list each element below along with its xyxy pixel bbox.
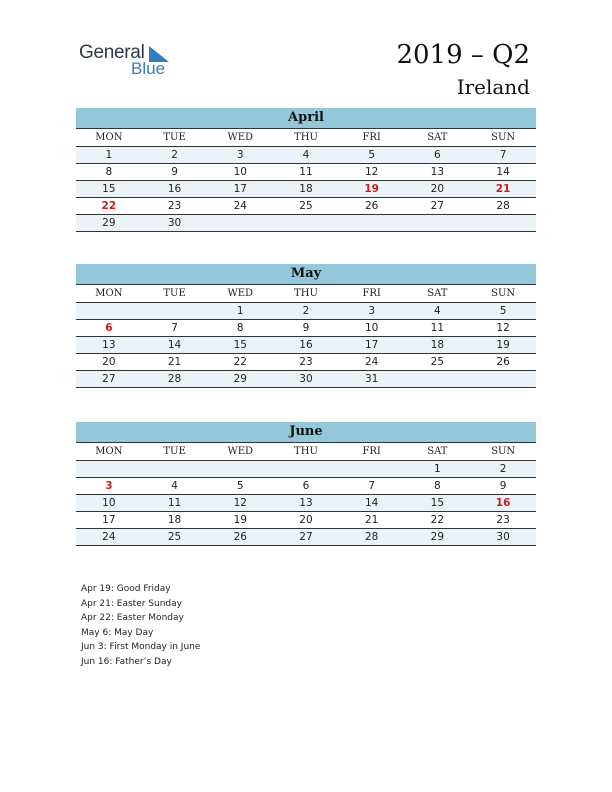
day-cell: 3: [339, 303, 405, 320]
day-cell: [470, 371, 536, 388]
day-cell: 1: [76, 147, 142, 164]
week-row: [76, 215, 536, 232]
day-cell: 27: [405, 198, 471, 215]
weekday-header: SUN: [470, 443, 536, 461]
day-cell: 19: [339, 181, 405, 198]
day-cell: 3: [207, 147, 273, 164]
holiday-item: Jun 16: Father’s Day: [81, 656, 172, 667]
weekday-header: WED: [207, 443, 273, 461]
weekday-header: THU: [273, 285, 339, 303]
day-cell: 8: [405, 478, 471, 495]
day-cell: 13: [76, 337, 142, 354]
day-cell: 12: [207, 495, 273, 512]
weekday-header: MON: [76, 285, 142, 303]
week-row: [76, 371, 536, 388]
holiday-list: [81, 582, 200, 669]
day-cell: 9: [470, 478, 536, 495]
day-cell: 5: [339, 147, 405, 164]
day-cell: 17: [76, 512, 142, 529]
day-cell: 23: [142, 198, 208, 215]
day-cell: 4: [273, 147, 339, 164]
day-cell: 9: [273, 320, 339, 337]
day-cell: [273, 461, 339, 478]
day-cell: 17: [207, 181, 273, 198]
day-cell: 25: [273, 198, 339, 215]
weekday-header: SAT: [405, 285, 471, 303]
day-cell: 27: [76, 371, 142, 388]
day-cell: 22: [207, 354, 273, 371]
week-row: [76, 303, 536, 320]
day-cell: 25: [405, 354, 471, 371]
day-cell: [207, 461, 273, 478]
weekday-header: SAT: [405, 443, 471, 461]
day-cell: 24: [207, 198, 273, 215]
month-header: June: [76, 422, 536, 443]
day-cell: 2: [470, 461, 536, 478]
day-cell: 13: [273, 495, 339, 512]
day-cell: [76, 461, 142, 478]
week-row: [76, 147, 536, 164]
weekday-header: THU: [273, 129, 339, 147]
day-cell: 6: [273, 478, 339, 495]
day-cell: 19: [470, 337, 536, 354]
day-cell: 20: [76, 354, 142, 371]
day-cell: [339, 461, 405, 478]
day-cell: 14: [470, 164, 536, 181]
day-cell: 5: [207, 478, 273, 495]
day-cell: 29: [405, 529, 471, 546]
day-cell: 15: [207, 337, 273, 354]
weekday-header: WED: [207, 129, 273, 147]
day-cell: 27: [273, 529, 339, 546]
day-cell: 10: [207, 164, 273, 181]
day-cell: 20: [273, 512, 339, 529]
day-cell: [273, 215, 339, 232]
day-cell: 28: [142, 371, 208, 388]
day-cell: 18: [273, 181, 339, 198]
day-cell: 17: [339, 337, 405, 354]
day-cell: 7: [339, 478, 405, 495]
logo-general-text: General: [79, 42, 145, 63]
month-grid: [76, 129, 536, 232]
day-cell: 20: [405, 181, 471, 198]
week-row: [76, 478, 536, 495]
weekday-header: TUE: [142, 285, 208, 303]
country-name: Ireland: [456, 75, 530, 99]
day-cell: 10: [339, 320, 405, 337]
day-cell: 21: [142, 354, 208, 371]
week-row: [76, 461, 536, 478]
weekday-header: SUN: [470, 285, 536, 303]
day-cell: 12: [339, 164, 405, 181]
day-cell: [339, 215, 405, 232]
weekday-header: FRI: [339, 443, 405, 461]
day-cell: 1: [207, 303, 273, 320]
day-cell: 21: [470, 181, 536, 198]
page-title: 2019 – Q2: [396, 40, 530, 70]
weekday-header: SAT: [405, 129, 471, 147]
week-row: [76, 181, 536, 198]
day-cell: 18: [405, 337, 471, 354]
weekday-header: MON: [76, 443, 142, 461]
day-cell: 14: [339, 495, 405, 512]
day-cell: 24: [339, 354, 405, 371]
week-row: [76, 529, 536, 546]
day-cell: 25: [142, 529, 208, 546]
day-cell: 11: [405, 320, 471, 337]
month-header: April: [76, 108, 536, 129]
day-cell: 19: [207, 512, 273, 529]
month-grid: [76, 285, 536, 388]
day-cell: 14: [142, 337, 208, 354]
day-cell: [405, 371, 471, 388]
day-cell: [405, 215, 471, 232]
day-cell: 30: [273, 371, 339, 388]
day-cell: 21: [339, 512, 405, 529]
day-cell: 23: [273, 354, 339, 371]
day-cell: 7: [142, 320, 208, 337]
holiday-item: Jun 3: First Monday in June: [81, 642, 201, 652]
logo: [79, 42, 166, 78]
day-cell: 30: [142, 215, 208, 232]
day-cell: 7: [470, 147, 536, 164]
day-cell: [207, 215, 273, 232]
day-cell: [470, 215, 536, 232]
week-row: [76, 198, 536, 215]
day-cell: 15: [405, 495, 471, 512]
weekday-header: TUE: [142, 129, 208, 147]
weekday-header: TUE: [142, 443, 208, 461]
day-cell: 28: [339, 529, 405, 546]
day-cell: [142, 303, 208, 320]
holiday-item: Apr 22: Easter Monday: [81, 613, 184, 623]
day-cell: 6: [76, 320, 142, 337]
day-cell: 10: [76, 495, 142, 512]
holiday-item: Apr 21: Easter Sunday: [81, 598, 182, 609]
week-row: [76, 337, 536, 354]
day-cell: 3: [76, 478, 142, 495]
day-cell: 13: [405, 164, 471, 181]
weekday-header: WED: [207, 285, 273, 303]
week-row: [76, 164, 536, 181]
month-header: May: [76, 264, 536, 285]
day-cell: 5: [470, 303, 536, 320]
day-cell: 2: [142, 147, 208, 164]
day-cell: 8: [207, 320, 273, 337]
day-cell: 16: [273, 337, 339, 354]
day-cell: 24: [76, 529, 142, 546]
week-row: [76, 320, 536, 337]
day-cell: 4: [405, 303, 471, 320]
week-row: [76, 354, 536, 371]
day-cell: 8: [76, 164, 142, 181]
month-grid: [76, 443, 536, 546]
day-cell: [76, 303, 142, 320]
day-cell: 9: [142, 164, 208, 181]
day-cell: 16: [142, 181, 208, 198]
day-cell: 23: [470, 512, 536, 529]
day-cell: 29: [207, 371, 273, 388]
day-cell: 22: [405, 512, 471, 529]
weekday-header: FRI: [339, 285, 405, 303]
weekday-header: THU: [273, 443, 339, 461]
holiday-item: May 6: May Day: [81, 627, 154, 638]
weekday-header: SUN: [470, 129, 536, 147]
day-cell: 6: [405, 147, 471, 164]
month-may: [76, 264, 536, 388]
day-cell: 15: [76, 181, 142, 198]
day-cell: 11: [273, 164, 339, 181]
week-row: [76, 512, 536, 529]
day-cell: 30: [470, 529, 536, 546]
month-april: [76, 108, 536, 232]
weekday-header: MON: [76, 129, 142, 147]
day-cell: 26: [470, 354, 536, 371]
day-cell: 22: [76, 198, 142, 215]
holiday-item: Apr 19: Good Friday: [81, 584, 171, 594]
weekday-header: FRI: [339, 129, 405, 147]
logo-blue-text: Blue: [131, 59, 166, 78]
day-cell: 16: [470, 495, 536, 512]
day-cell: 18: [142, 512, 208, 529]
month-june: [76, 422, 536, 546]
day-cell: 26: [339, 198, 405, 215]
week-row: [76, 495, 536, 512]
day-cell: 2: [273, 303, 339, 320]
day-cell: 1: [405, 461, 471, 478]
day-cell: 11: [142, 495, 208, 512]
day-cell: [142, 461, 208, 478]
day-cell: 26: [207, 529, 273, 546]
day-cell: 4: [142, 478, 208, 495]
day-cell: 31: [339, 371, 405, 388]
day-cell: 28: [470, 198, 536, 215]
day-cell: 12: [470, 320, 536, 337]
day-cell: 29: [76, 215, 142, 232]
